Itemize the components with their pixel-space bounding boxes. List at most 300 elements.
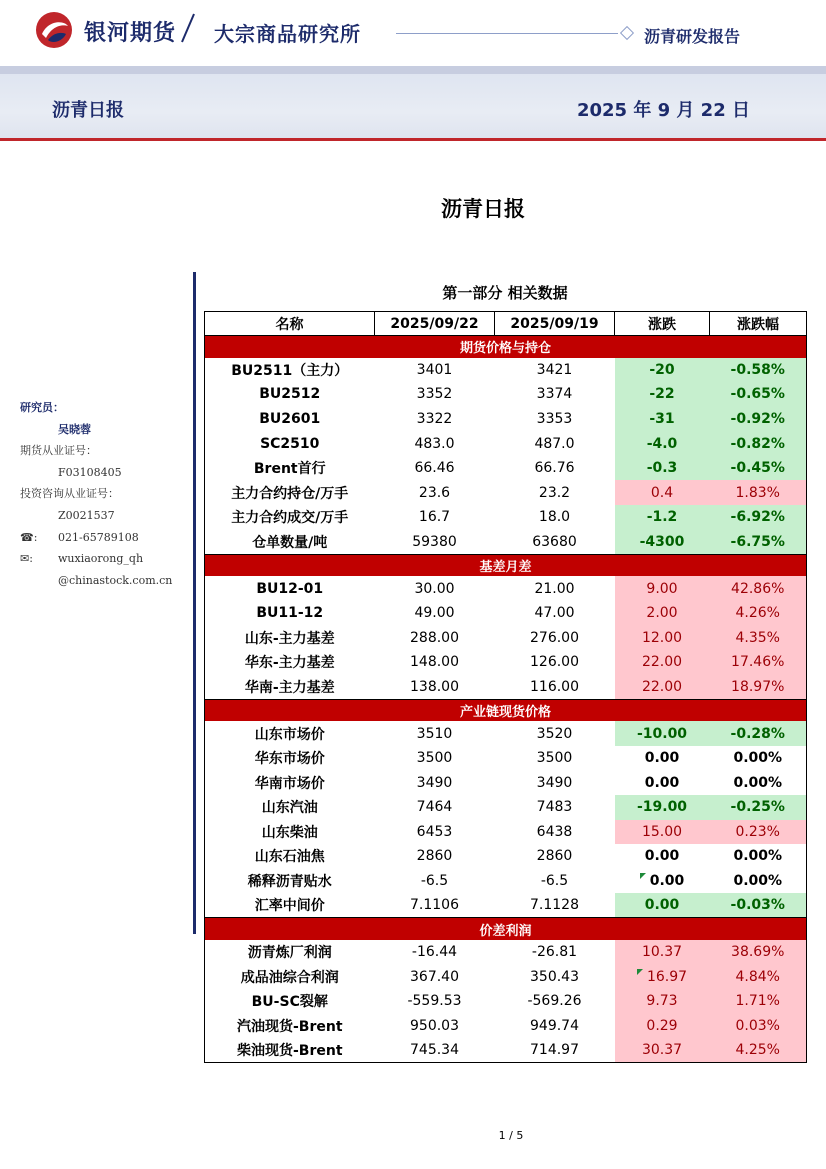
row-name [205,965,375,990]
cell-text: 7.1128 [530,897,579,914]
cell-text: 主力合约成交/万手 [231,510,349,527]
cell-text: 16.7 [418,509,451,526]
value-previous [495,869,615,894]
table-row [205,382,807,407]
cell-text: 6438 [536,823,573,840]
cell-text: 华东市场价 [254,751,325,768]
value-current [375,625,495,650]
header-rule [396,33,618,34]
row-name [205,721,375,746]
column-header: 涨跌幅 [710,312,807,336]
change-percent [710,989,807,1014]
row-name [205,844,375,869]
cell-text: SC2510 [260,435,320,452]
change-value [615,746,710,771]
cell-text: 2860 [416,848,453,865]
value-current [375,530,495,555]
row-name [205,576,375,601]
value-current [375,965,495,990]
value-current [375,940,495,965]
cell-text: 4.25% [735,1042,780,1059]
table-row [205,869,807,894]
value-previous [495,1014,615,1039]
row-name [205,480,375,505]
change-percent [710,721,807,746]
change-percent [710,1014,807,1039]
cell-text: -0.25% [730,799,785,816]
cell-text: 0.23% [735,823,780,840]
cell-text: -26.81 [531,944,578,961]
cell-text: 柴油现货-Brent [236,1043,343,1060]
row-name [205,940,375,965]
row-name [205,795,375,820]
cell-text: 38.69% [731,944,785,961]
category-title: 基差月差 [205,554,807,576]
cell-text: -559.53 [407,993,462,1010]
cell-text: 116.00 [530,678,579,695]
table-row [205,844,807,869]
table-row [205,746,807,771]
change-value [615,675,710,700]
cell-text: 59380 [412,533,457,550]
email-user[interactable]: wuxiaorong_qh [58,552,144,566]
table-row [205,456,807,481]
cell-text: 3374 [536,386,573,403]
cell-text: BU2511（主力） [231,362,349,379]
table-row [205,480,807,505]
divider-slash [180,12,196,44]
value-current [375,382,495,407]
value-previous [495,431,615,456]
cell-text: BU11-12 [256,605,324,622]
report-header [0,0,826,66]
table-row [205,601,807,626]
cell-text: 华南-主力基差 [244,679,335,696]
cell-text: -22 [649,386,675,403]
row-name [205,407,375,432]
cell-text: 276.00 [530,629,579,646]
row-name [205,893,375,918]
value-previous [495,625,615,650]
change-percent [710,770,807,795]
cell-text: -6.5 [540,873,569,890]
change-percent [710,505,807,530]
comment-flag-icon [640,873,646,879]
change-percent [710,576,807,601]
value-current [375,770,495,795]
cell-text: 483.0 [414,435,455,452]
value-previous [495,893,615,918]
value-previous [495,576,615,601]
cell-text: 42.86% [731,580,785,597]
change-percent [710,869,807,894]
cell-text: 0.00 [644,750,680,767]
institute-name: 大宗商品研究所 [214,22,361,46]
value-current [375,989,495,1014]
value-current [375,721,495,746]
cell-text: -6.75% [730,533,785,550]
table-row [205,721,807,746]
cell-text: 66.76 [534,460,575,477]
cell-text: 138.00 [410,678,459,695]
cell-text: 3510 [416,725,453,742]
change-percent [710,965,807,990]
category-row [205,554,807,576]
value-previous [495,746,615,771]
page-number: 1 / 5 [498,1129,524,1142]
cell-text: 367.40 [410,968,459,985]
report-date: 2025 年 9 月 22 日 [576,100,750,121]
change-value [615,820,710,845]
cell-text: -4.0 [646,435,678,452]
cell-text: 汽油现货-Brent [236,1019,343,1036]
change-percent [710,1038,807,1063]
advisor-label: 投资咨询从业证号： [20,487,119,501]
galaxy-logo-icon [34,10,74,50]
table-row [205,820,807,845]
cell-text: 3500 [416,750,453,767]
cell-text: -0.28% [730,725,785,742]
cell-text: 0.00 [649,873,685,890]
value-previous [495,940,615,965]
column-header: 2025/09/22 [375,312,495,336]
change-value [615,358,710,383]
cell-text: 0.00 [644,848,680,865]
change-value [615,576,710,601]
change-value [615,893,710,918]
mail-icon: ✉: [20,552,33,566]
cell-text: 487.0 [534,435,575,452]
cell-text: 30.00 [414,580,455,597]
change-percent [710,358,807,383]
table-row [205,650,807,675]
change-percent [710,480,807,505]
analyst-info [20,397,190,591]
cell-text: 0.29 [646,1018,678,1035]
cell-text: -6.92% [730,509,785,526]
cell-text: -6.5 [420,873,449,890]
band-title: 沥青日报 [52,100,124,121]
value-current [375,601,495,626]
column-header: 涨跌 [615,312,710,336]
phone-row [20,527,190,549]
value-previous [495,505,615,530]
cell-text: Brent首行 [253,461,326,478]
row-name [205,770,375,795]
table-row [205,675,807,700]
cert-number: F03108405 [58,465,122,479]
cell-text: 745.34 [410,1042,459,1059]
change-value [615,989,710,1014]
change-value [615,382,710,407]
change-percent [710,795,807,820]
change-value [615,456,710,481]
row-name [205,989,375,1014]
cell-text: 47.00 [534,605,575,622]
value-previous [495,721,615,746]
cell-text: 63680 [532,533,577,550]
cell-text: -0.45% [730,460,785,477]
cell-text: 18.97% [731,678,785,695]
cell-text: 3490 [416,774,453,791]
cell-text: 1.83% [735,484,780,501]
cell-text: 0.00% [733,774,783,791]
value-previous [495,358,615,383]
cell-text: 3520 [536,725,573,742]
row-name [205,1014,375,1039]
cell-text: 66.46 [414,460,455,477]
change-value [615,625,710,650]
cell-text: 2860 [536,848,573,865]
table-row [205,965,807,990]
row-name [205,530,375,555]
category-title: 价差利润 [205,918,807,940]
change-percent [710,407,807,432]
cell-text: 148.00 [410,654,459,671]
change-percent [710,820,807,845]
band-accent-line [0,138,826,141]
change-percent [710,844,807,869]
cell-text: 7464 [416,799,453,816]
value-previous [495,965,615,990]
table-row [205,358,807,383]
cert-label: 期货从业证号： [20,444,97,458]
column-header: 名称 [205,312,375,336]
cell-text: -19.00 [636,799,688,816]
cell-text: 7483 [536,799,573,816]
change-value [615,965,710,990]
value-previous [495,1038,615,1063]
report-type: 沥青研发报告 [644,27,741,46]
cell-text: 9.73 [646,993,678,1010]
change-value [615,407,710,432]
change-value [615,770,710,795]
value-current [375,820,495,845]
change-value [615,721,710,746]
cell-text: -20 [649,361,675,378]
value-previous [495,480,615,505]
email-domain[interactable]: @chinastock.com.cn [58,573,173,587]
brand-name: 银河期货 [84,21,177,46]
change-percent [710,382,807,407]
change-value [615,650,710,675]
cell-text: 6453 [416,823,453,840]
cell-text: 17.46% [731,654,785,671]
cell-text: 山东汽油 [261,800,318,817]
change-value [615,1014,710,1039]
value-previous [495,770,615,795]
cell-text: 49.00 [414,605,455,622]
column-header: 2025/09/19 [495,312,615,336]
researcher-label: 研究员： [20,401,64,414]
cell-text: 华东-主力基差 [244,655,335,672]
table-row [205,940,807,965]
value-previous [495,989,615,1014]
change-value [615,505,710,530]
change-value [615,1038,710,1063]
cell-text: 23.6 [418,484,451,501]
change-value [615,844,710,869]
cell-text: 3401 [416,361,453,378]
cell-text: 稀释沥青贴水 [247,874,332,891]
change-percent [710,746,807,771]
category-row [205,336,807,358]
value-current [375,1014,495,1039]
change-percent [710,625,807,650]
comment-flag-icon [637,969,643,975]
row-name [205,601,375,626]
change-percent [710,431,807,456]
cell-text: 3500 [536,750,573,767]
cell-text: 7.1106 [410,897,459,914]
cell-text: BU12-01 [256,580,324,597]
value-previous [495,601,615,626]
category-title: 产业链现货价格 [205,699,807,721]
value-current [375,844,495,869]
cell-text: 714.97 [530,1042,579,1059]
value-current [375,358,495,383]
cell-text: 22.00 [641,654,683,671]
change-value [615,940,710,965]
row-name [205,431,375,456]
change-value [615,480,710,505]
value-current [375,650,495,675]
row-name [205,650,375,675]
table-row [205,407,807,432]
cell-text: 1.71% [735,993,780,1010]
change-value [615,530,710,555]
cell-text: -31 [649,410,675,427]
cell-text: 16.97 [646,968,688,985]
change-percent [710,456,807,481]
cell-text: -0.65% [730,386,785,403]
cell-text: 成品油综合利润 [240,969,339,986]
cell-text: 3353 [536,410,573,427]
value-previous [495,456,615,481]
row-name [205,505,375,530]
cell-text: 949.74 [530,1018,579,1035]
cell-text: 30.37 [641,1042,683,1059]
value-previous [495,650,615,675]
change-percent [710,601,807,626]
cell-text: 10.37 [641,944,683,961]
cell-text: 4.35% [735,629,780,646]
cell-text: BU2512 [259,386,321,403]
cell-text: 2.00 [646,605,678,622]
row-name [205,625,375,650]
cell-text: 山东柴油 [261,824,318,841]
cell-text: 山东石油焦 [254,849,325,866]
value-current [375,869,495,894]
advisor-number: Z0021537 [58,508,115,522]
row-name [205,456,375,481]
cell-text: -10.00 [636,725,688,742]
cell-text: 0.00 [644,774,680,791]
value-previous [495,675,615,700]
cell-text: 4.26% [735,605,780,622]
cell-text: 0.03% [735,1018,780,1035]
change-percent [710,940,807,965]
cell-text: 0.00 [644,897,680,914]
section-title: 第一部分 相关数据 [442,284,568,302]
change-value [615,869,710,894]
table-row [205,431,807,456]
change-value [615,431,710,456]
cell-text: BU2601 [259,410,321,427]
data-table [204,311,807,1063]
cell-text: 288.00 [410,629,459,646]
cell-text: 22.00 [641,678,683,695]
category-row [205,699,807,721]
cell-text: 0.00% [733,750,783,767]
cell-text: 3421 [536,361,573,378]
table-row [205,795,807,820]
cell-text: -1.2 [646,509,678,526]
cell-text: 12.00 [641,629,683,646]
value-current [375,893,495,918]
cell-text: 山东-主力基差 [244,630,335,647]
category-row [205,918,807,940]
cell-text: -4300 [639,533,685,550]
value-current [375,746,495,771]
sidebar-divider [193,272,196,934]
table-row [205,1014,807,1039]
change-percent [710,893,807,918]
diamond-icon [620,26,634,40]
cell-text: 0.00% [733,873,783,890]
change-value [615,795,710,820]
cell-text: 主力合约持仓/万手 [231,485,349,502]
cell-text: -16.44 [411,944,458,961]
row-name [205,675,375,700]
value-previous [495,382,615,407]
table-row [205,989,807,1014]
cell-text: 18.0 [538,509,571,526]
row-name [205,746,375,771]
cell-text: 126.00 [530,654,579,671]
cell-text: -0.82% [730,435,785,452]
value-current [375,456,495,481]
value-current [375,480,495,505]
cell-text: 华南市场价 [254,775,325,792]
cell-text: 21.00 [534,580,575,597]
phone-number: 021-65789108 [58,530,139,544]
value-previous [495,795,615,820]
cell-text: 0.4 [650,484,674,501]
cell-text: BU-SC裂解 [251,994,328,1011]
row-name [205,358,375,383]
value-previous [495,820,615,845]
cell-text: 23.2 [538,484,571,501]
table-row [205,770,807,795]
table-row [205,505,807,530]
phone-icon: ☎: [20,530,38,544]
value-previous [495,530,615,555]
cell-text: 仓单数量/吨 [252,534,328,551]
cell-text: -0.92% [730,410,785,427]
change-percent [710,530,807,555]
cell-text: -0.03% [730,897,785,914]
table-row [205,1038,807,1063]
table-row [205,576,807,601]
value-current [375,407,495,432]
change-percent [710,675,807,700]
change-value [615,601,710,626]
cell-text: 4.84% [735,968,780,985]
researcher-name: 吴晓蓉 [58,422,91,436]
value-current [375,675,495,700]
cell-text: 9.00 [646,580,678,597]
